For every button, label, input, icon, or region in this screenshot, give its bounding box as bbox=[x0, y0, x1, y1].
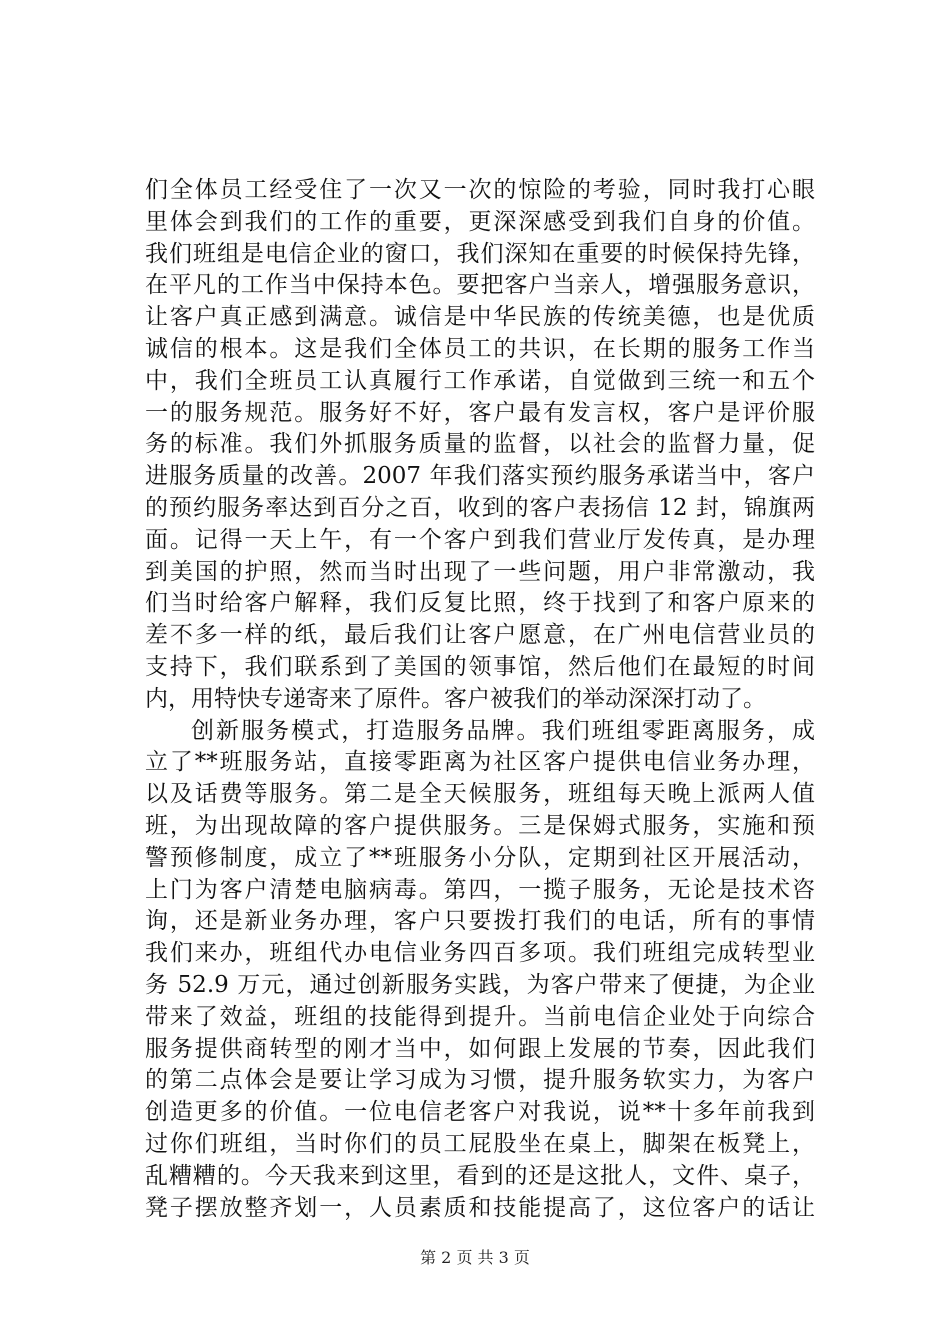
text-line: 面。记得一天上午，有一个客户到我们营业厅发传真，是办理 bbox=[145, 526, 815, 553]
text-line: 在平凡的工作当中保持本色。要把客户当亲人，增强服务意识， bbox=[145, 272, 815, 299]
text-line: 创造更多的价值。一位电信老客户对我说，说**十多年前我到 bbox=[145, 1099, 815, 1126]
page-footer bbox=[0, 1245, 950, 1268]
text-line: 询，还是新业务办理，客户只要拨打我们的电话，所有的事情 bbox=[145, 908, 815, 935]
text-line: 里体会到我们的工作的重要，更深深感受到我们自身的价值。 bbox=[145, 208, 815, 235]
document-body bbox=[145, 175, 815, 1224]
text-line: 务 52.9 万元，通过创新服务实践，为客户带来了便捷，为企业 bbox=[145, 971, 815, 998]
text-line: 带来了效益，班组的技能得到提升。当前电信企业处于向综合 bbox=[145, 1003, 815, 1030]
text-line: 凳子摆放整齐划一，人员素质和技能提高了，这位客户的话让 bbox=[145, 1194, 815, 1221]
text-line: 我们班组是电信企业的窗口，我们深知在重要的时候保持先锋， bbox=[145, 240, 815, 267]
text-line: 一的服务规范。服务好不好，客户最有发言权，客户是评价服 bbox=[145, 399, 815, 426]
text-line: 务的标准。我们外抓服务质量的监督，以社会的监督力量，促 bbox=[145, 431, 815, 458]
text-line: 以及话费等服务。第二是全天候服务，班组每天晚上派两人值 bbox=[145, 781, 815, 808]
text-line: 班，为出现故障的客户提供服务。三是保姆式服务，实施和预 bbox=[145, 812, 815, 839]
text-line: 立了**班服务站，直接零距离为社区客户提供电信业务办理， bbox=[145, 749, 815, 776]
text-line: 我们来办，班组代办电信业务四百多项。我们班组完成转型业 bbox=[145, 940, 815, 967]
paragraph-1 bbox=[145, 175, 815, 716]
text-line: 诚信的根本。这是我们全体员工的共识，在长期的服务工作当 bbox=[145, 335, 815, 362]
text-line: 进服务质量的改善。2007 年我们落实预约服务承诺当中，客户 bbox=[145, 463, 815, 490]
text-line: 服务提供商转型的刚才当中，如何跟上发展的节奏，因此我们 bbox=[145, 1035, 815, 1062]
text-line: 上门为客户清楚电脑病毒。第四，一揽子服务，无论是技术咨 bbox=[145, 876, 815, 903]
paragraph-2 bbox=[145, 716, 815, 1225]
text-line: 让客户真正感到满意。诚信是中华民族的传统美德，也是优质 bbox=[145, 304, 815, 331]
text-line: 支持下，我们联系到了美国的领事馆，然后他们在最短的时间 bbox=[145, 653, 815, 680]
page-number-label: 第 2 页 共 3 页 bbox=[420, 1248, 530, 1267]
text-line: 创新服务模式，打造服务品牌。我们班组零距离服务，成 bbox=[191, 717, 815, 744]
text-line: 中，我们全班员工认真履行工作承诺，自觉做到三统一和五个 bbox=[145, 367, 815, 394]
text-line: 警预修制度，成立了**班服务小分队，定期到社区开展活动， bbox=[145, 844, 815, 871]
text-line: 们当时给客户解释，我们反复比照，终于找到了和客户原来的 bbox=[145, 590, 815, 617]
text-line: 的预约服务率达到百分之百，收到的客户表扬信 12 封，锦旗两 bbox=[145, 494, 815, 521]
text-line: 乱糟糟的。今天我来到这里，看到的还是这批人，文件、桌子， bbox=[145, 1162, 815, 1189]
text-line: 内，用特快专递寄来了原件。客户被我们的举动深深打动了。 bbox=[145, 685, 766, 712]
text-line: 差不多一样的纸，最后我们让客户愿意，在广州电信营业员的 bbox=[145, 622, 815, 649]
text-line: 们全体员工经受住了一次又一次的惊险的考验，同时我打心眼 bbox=[145, 177, 815, 203]
text-line: 过你们班组，当时你们的员工屁股坐在桌上，脚架在板凳上， bbox=[145, 1130, 815, 1157]
text-line: 到美国的护照，然而当时出现了一些问题，用户非常激动，我 bbox=[145, 558, 815, 585]
text-line: 的第二点体会是要让学习成为习惯，提升服务软实力，为客户 bbox=[145, 1067, 815, 1094]
